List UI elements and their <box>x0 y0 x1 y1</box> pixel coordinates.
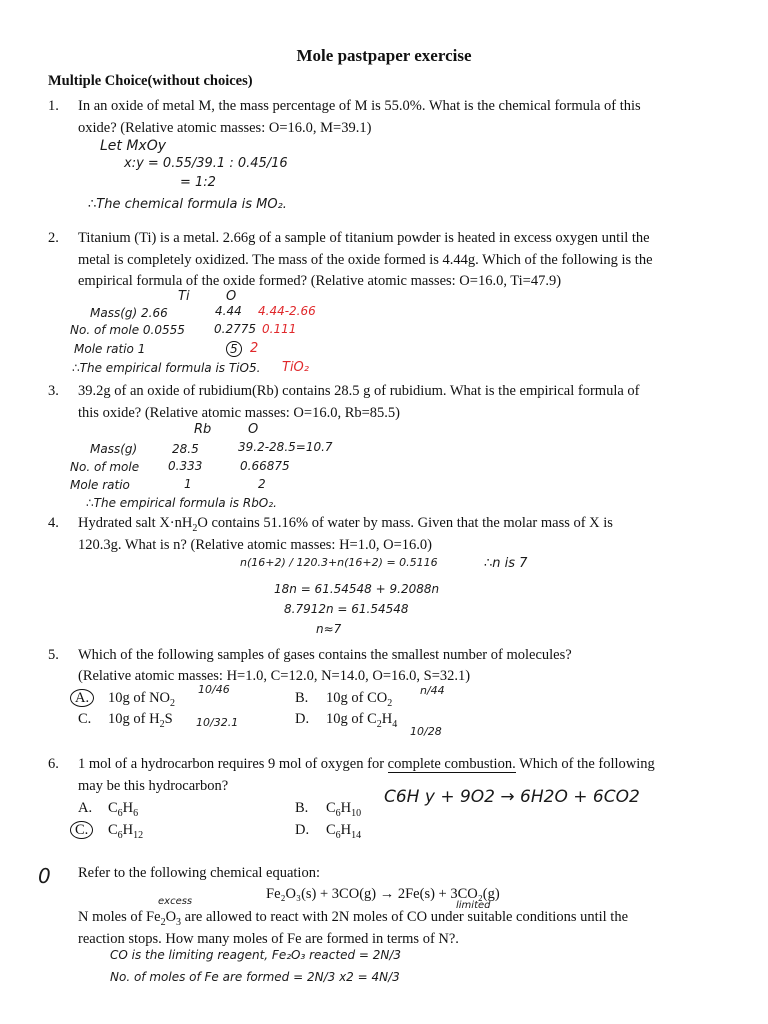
question-5-number: 5. <box>48 647 59 663</box>
question-5-line2: (Relative atomic masses: H=1.0, C=12.0, N=14.0, O=16.0, S=32.1) <box>78 668 471 684</box>
question-4-number: 4. <box>48 515 59 531</box>
q3-hw-rb-header: Rb <box>194 422 212 437</box>
q6-option-b-label: B. <box>295 800 309 816</box>
q3-hw-row3-o: 2 <box>258 477 266 491</box>
q6-option-d: $C_6H_{14}$ <box>326 822 362 841</box>
q5-option-c: 10g of $H_2S$ <box>108 711 173 730</box>
question-3-line2: this oxide? (Relative atomic masses: O=16.0, Rb=85.5) <box>78 405 401 421</box>
q6-option-c: $C_6H_{12}$ <box>108 822 144 841</box>
q6-hw-equation: C6H y + 9O2 → 6H2O + 6CO2 <box>384 787 640 807</box>
q3-hw-row1-rb: 28.5 <box>172 442 199 456</box>
q3-hw-row3-rb: 1 <box>184 477 192 491</box>
q2-hw-row3-o: 5 <box>226 341 242 357</box>
question-6-line2: may be this hydrocarbon? <box>78 778 229 794</box>
q3-hw-row1-o: 39.2-28.5=10.7 <box>238 440 333 454</box>
q5-hw-c: 10/32.1 <box>196 716 239 729</box>
question-4-line1: Hydrated salt $X\cdot nH_2O$ contains 51.16% of water by mass. Given that the molar mass of X is <box>78 515 613 534</box>
question-3-line1: 39.2g of an oxide of rubidium(Rb) contains 28.5 g of rubidium. What is the empirical formula of <box>78 383 640 399</box>
q3-hw-row2-o: 0.66875 <box>240 459 290 473</box>
q2-hw-row2-o: 0.2775 <box>214 322 256 336</box>
question-1-line1: In an oxide of metal M, the mass percentage of M is 55.0%. What is the chemical formula of this <box>78 98 641 114</box>
question-7-hw-number: 0 <box>38 864 51 888</box>
question-4-line2: 120.3g. What is n? (Relative atomic masses: H=1.0, O=16.0) <box>78 537 432 553</box>
question-5-line1: Which of the following samples of gases contains the smallest number of molecules? <box>78 647 572 663</box>
q7-hw-limited: limited <box>456 900 491 911</box>
page-title: Mole pastpaper exercise <box>296 46 472 65</box>
q6-option-a-label: A. <box>78 800 93 816</box>
question-7-line3: reaction stops. How many moles of Fe are formed in terms of N?. <box>78 931 459 947</box>
q2-hw-row3: Mole ratio 1 <box>74 342 146 356</box>
q6-option-a: $C_6H_6$ <box>108 800 139 819</box>
q6-option-d-label: D. <box>295 822 310 838</box>
question-7-line1: Refer to the following chemical equation: <box>78 865 320 881</box>
q3-hw-row2: No. of mole <box>70 460 140 474</box>
question-6-number: 6. <box>48 756 59 772</box>
q2-hw-row1-red: 4.44-2.66 <box>258 304 316 318</box>
question-6-line1: 1 mol of a hydrocarbon requires 9 mol of oxygen for complete combustion. Which of the following <box>78 756 655 772</box>
question-1-number: 1. <box>48 98 59 114</box>
q3-hw-o-header: O <box>248 422 259 437</box>
q5-option-c-label: C. <box>78 711 92 727</box>
q2-hw-row1-o: 4.44 <box>215 304 242 318</box>
q2-hw-row2-red: 0.111 <box>262 322 297 336</box>
q5-option-b: 10g of $CO_2$ <box>326 690 393 709</box>
q1-handwriting-2: x:y = 0.55/39.1 : 0.45/16 <box>124 156 288 171</box>
question-2-line3: empirical formula of the oxide formed? (Relative atomic masses: O=16.0, Ti=47.9) <box>78 273 562 289</box>
q5-option-d-label: D. <box>295 711 310 727</box>
q5-option-a-label: A. <box>70 688 94 709</box>
q3-hw-row4: ∴The empirical formula is RbO₂. <box>86 496 277 510</box>
q6-option-b: $C_6H_{10}$ <box>326 800 362 819</box>
q2-hw-row4: ∴The empirical formula is TiO5. <box>72 361 261 375</box>
q7-hw-excess: excess <box>158 896 193 907</box>
question-3-number: 3. <box>48 383 59 399</box>
q3-hw-row3: Mole ratio <box>70 478 130 492</box>
q2-hw-ti-header: Ti <box>178 289 190 304</box>
q7-hw-1: CO is the limiting reagent, Fe₂O₃ reacted = 2N/3 <box>110 948 402 962</box>
q4-hw-3: 8.7912n = 61.54548 <box>284 602 409 616</box>
q5-option-a: 10g of $NO_2$ <box>108 690 176 709</box>
q5-option-d: 10g of $C_2H_4$ <box>326 711 398 730</box>
q4-hw-4: n≈7 <box>316 622 342 636</box>
q3-hw-row2-rb: 0.333 <box>168 459 203 473</box>
q1-handwriting-1: Let MxOy <box>100 138 167 154</box>
question-2-line2: metal is completely oxidized. The mass of the oxide formed is 4.44g. Which of the following is the <box>78 252 653 268</box>
q2-hw-o-header: O <box>226 289 237 304</box>
q3-hw-row1: Mass(g) <box>90 442 138 456</box>
q5-hw-b: n/44 <box>420 684 445 697</box>
q1-handwriting-3: = 1:2 <box>180 175 216 190</box>
q7-hw-2: No. of moles of Fe are formed = 2N/3 x2 = 4N/3 <box>110 970 400 984</box>
question-2-line1: Titanium (Ti) is a metal. 2.66g of a sample of titanium powder is heated in excess oxygen until the <box>78 230 650 246</box>
q2-hw-row4-red: TiO₂ <box>282 360 309 375</box>
q4-hw-answer: ∴n is 7 <box>484 556 528 571</box>
q4-hw-2: 18n = 61.54548 + 9.2088n <box>274 582 440 596</box>
section-heading: Multiple Choice(without choices) <box>48 73 253 89</box>
q2-hw-row3-red: 2 <box>250 341 259 356</box>
q2-hw-row2: No. of mole 0.0555 <box>70 323 185 337</box>
q4-hw-1: n(16+2) / 120.3+n(16+2) = 0.5116 <box>240 556 438 569</box>
q6-option-c-label: C. <box>70 820 93 841</box>
q5-option-b-label: B. <box>295 690 309 706</box>
question-2-number: 2. <box>48 230 59 246</box>
question-7-line2: N moles of $Fe_2O_3$ are allowed to react with 2N moles of CO under suitable conditions until the <box>78 909 629 928</box>
q5-hw-a: 10/46 <box>198 683 230 696</box>
q2-hw-row1: Mass(g) 2.66 <box>90 306 168 320</box>
question-7-equation: Fe₂O₃(s) + 3CO(g) → 2Fe(s) + 3CO₂(g) <box>266 886 500 902</box>
question-1-line2: oxide? (Relative atomic masses: O=16.0, M=39.1) <box>78 120 372 136</box>
q1-handwriting-4: ∴The chemical formula is MO₂. <box>88 197 287 212</box>
q5-hw-d: 10/28 <box>410 725 442 738</box>
